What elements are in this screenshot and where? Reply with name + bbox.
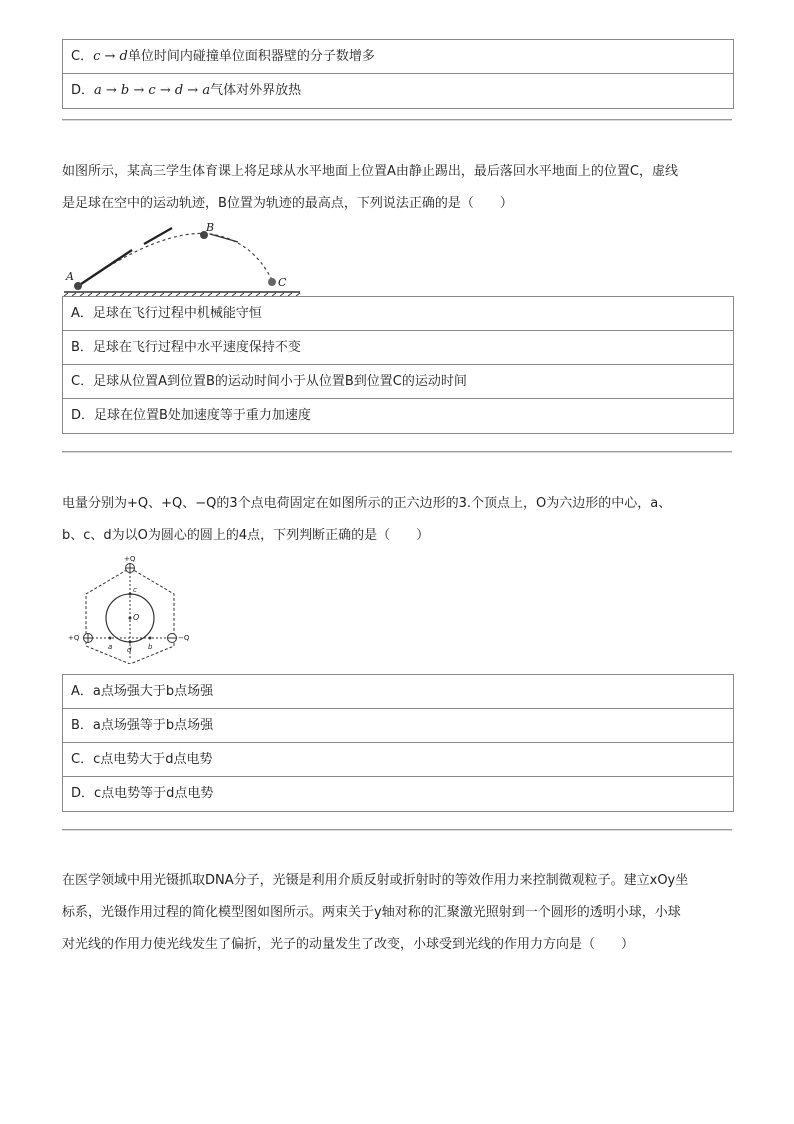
option-text: 足球在位置B处加速度等于重力加速度 — [94, 408, 311, 423]
hexagon-charges-figure — [64, 556, 200, 664]
option-text: a点场强大于b点场强 — [92, 684, 214, 699]
label-c: c — [133, 586, 137, 594]
label-a: a — [108, 643, 113, 651]
option-d[interactable] — [63, 399, 733, 433]
option-letter: D． — [71, 786, 95, 801]
option-c[interactable] — [63, 743, 733, 777]
option-letter: C． — [71, 374, 94, 389]
label-o: O — [133, 613, 140, 622]
option-letter: C． — [71, 49, 94, 64]
label-d: d — [127, 646, 132, 654]
stem-line: 电量分别为+Q、+Q、−Q的3个点电荷固定在如图所示的正六边形的3.个顶点上，O为六边形的中心，a、 — [62, 496, 672, 511]
option-b[interactable] — [63, 331, 733, 365]
prev-question-options — [62, 39, 734, 109]
option-letter: B． — [71, 718, 93, 733]
question-separator — [62, 829, 732, 830]
stem-line: b、c、d为以O为圆心的圆上的4点，下列判断正确的是（ ） — [62, 528, 430, 543]
hexagon-question-stem — [62, 488, 734, 552]
option-text: 气体对外界放热 — [210, 83, 302, 98]
option-text: 足球从位置A到位置B的运动时间小于从位置B到位置C的运动时间 — [93, 374, 467, 389]
option-c[interactable] — [63, 40, 733, 74]
option-b[interactable] — [63, 709, 733, 743]
stem-line: 是足球在空中的运动轨迹，B位置为轨迹的最高点，下列说法正确的是（ ） — [62, 196, 513, 211]
option-letter: D． — [71, 408, 95, 423]
option-text: 单位时间内碰撞单位面积器壁的分子数增多 — [127, 49, 375, 64]
hexagon-options — [62, 674, 734, 812]
stem-line: 如图所示，某高三学生体育课上将足球从水平地面上位置A由静止踢出，最后落回水平地面上的位置C，虚线 — [62, 164, 678, 179]
label-right-charge: −Q — [178, 634, 190, 642]
football-options — [62, 296, 734, 434]
question-separator — [62, 119, 732, 120]
option-letter: D． — [71, 83, 95, 98]
option-math: a → b → c → d → a — [94, 83, 211, 98]
option-a[interactable] — [63, 297, 733, 331]
option-a[interactable] — [63, 675, 733, 709]
ball-at-a — [74, 282, 82, 290]
option-letter: C． — [71, 752, 94, 767]
option-c[interactable] — [63, 365, 733, 399]
stem-line: 标系，光镊作用过程的简化模型图如图所示。两束关于y轴对称的汇聚激光照射到一个圆形的透明小球，小球 — [62, 905, 681, 920]
option-d[interactable] — [63, 777, 733, 811]
football-question-stem — [62, 156, 734, 220]
question-separator — [62, 451, 732, 452]
option-math: c → d — [93, 49, 128, 64]
label-left-charge: +Q — [68, 634, 80, 642]
option-text: c点电势大于d点电势 — [93, 752, 213, 767]
label-top-charge: +Q — [124, 556, 136, 563]
option-letter: A． — [71, 684, 93, 699]
option-text: 足球在飞行过程中机械能守恒 — [92, 306, 262, 321]
option-text: a点场强等于b点场强 — [92, 718, 214, 733]
stem-line: 对光线的作用力使光线发生了偏折，光子的动量发生了改变，小球受到光线的作用力方向是（ ） — [62, 937, 635, 952]
stem-line: 在医学领域中用光镊抓取DNA分子，光镊是利用介质反射或折射时的等效作用力来控制微观粒子。建立xOy坐 — [62, 873, 689, 888]
option-text: 足球在飞行过程中水平速度保持不变 — [92, 340, 301, 355]
label-a: A — [66, 270, 74, 283]
option-d[interactable] — [63, 74, 733, 108]
ball-at-c — [268, 278, 276, 286]
football-trajectory-figure — [62, 220, 304, 296]
label-b: b — [148, 643, 153, 651]
label-b: B — [206, 221, 215, 234]
tweezers-question-stem — [62, 865, 734, 961]
option-text: c点电势等于d点电势 — [94, 786, 214, 801]
label-c: C — [278, 276, 287, 289]
option-letter: B． — [71, 340, 93, 355]
option-letter: A． — [71, 306, 93, 321]
